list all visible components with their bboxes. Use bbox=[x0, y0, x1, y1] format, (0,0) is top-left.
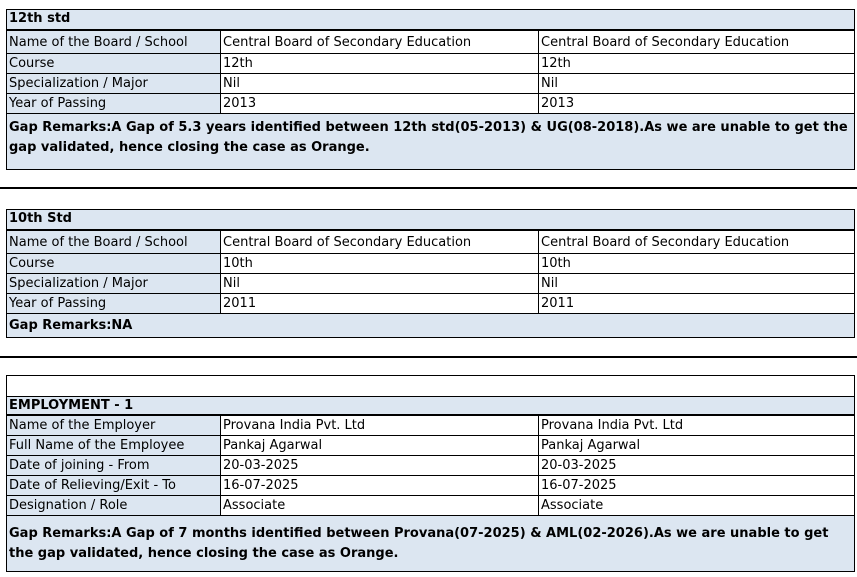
row-label: Date of Relieving/Exit - To bbox=[7, 476, 221, 495]
row-value-claimed: 2013 bbox=[221, 94, 539, 113]
table-row bbox=[6, 231, 855, 254]
row-value-verified: 2011 bbox=[541, 296, 575, 311]
row-label: Designation / Role bbox=[7, 496, 221, 515]
table-row bbox=[6, 54, 855, 74]
table-row bbox=[6, 74, 855, 94]
row-label: Name of the Board / School bbox=[7, 31, 221, 53]
row-value-claimed: 20-03-2025 bbox=[221, 456, 539, 475]
section-title-10th: 10th Std bbox=[6, 209, 855, 231]
row-value-verified: Provana India Pvt. Ltd bbox=[541, 418, 684, 433]
table-row bbox=[6, 456, 855, 476]
table-row bbox=[6, 274, 855, 294]
row-value-claimed: 2011 bbox=[221, 294, 539, 313]
table-row bbox=[6, 416, 855, 436]
row-value-claimed: Central Board of Secondary Education bbox=[221, 31, 539, 53]
row-value-verified: Pankaj Agarwal bbox=[541, 438, 641, 453]
row-value-claimed: 10th bbox=[221, 254, 539, 273]
row-value-verified: Central Board of Secondary Education bbox=[541, 35, 790, 50]
row-value-verified: Nil bbox=[541, 76, 558, 91]
row-value-verified: 10th bbox=[541, 256, 571, 271]
row-value-verified: Central Board of Secondary Education bbox=[541, 235, 790, 250]
row-value-claimed: Nil bbox=[221, 74, 539, 93]
table-row bbox=[6, 496, 855, 516]
row-label: Specialization / Major bbox=[7, 274, 221, 293]
row-value-verified: 2013 bbox=[541, 96, 575, 111]
table-row bbox=[6, 94, 855, 114]
row-value-claimed: Associate bbox=[221, 496, 539, 515]
row-label: Full Name of the Employee bbox=[7, 436, 221, 455]
row-label: Course bbox=[7, 254, 221, 273]
row-label: Course bbox=[7, 54, 221, 73]
table-row bbox=[6, 476, 855, 496]
section-divider bbox=[0, 187, 857, 189]
row-value-verified: 20-03-2025 bbox=[541, 458, 617, 473]
row-label: Name of the Board / School bbox=[7, 231, 221, 253]
empty-band bbox=[6, 375, 855, 397]
section-title-12th: 12th std bbox=[6, 9, 855, 31]
table-row bbox=[6, 31, 855, 54]
table-row bbox=[6, 436, 855, 456]
row-value-claimed: Provana India Pvt. Ltd bbox=[221, 416, 539, 435]
row-value-verified: 16-07-2025 bbox=[541, 478, 617, 493]
row-value-claimed: Nil bbox=[221, 274, 539, 293]
gap-remarks-12th: Gap Remarks:A Gap of 5.3 years identified between 12th std(05-2013) & UG(08-2018).As we are unable to get the gap validated, hence closing the case as Orange. bbox=[6, 114, 855, 170]
section-title-employment: EMPLOYMENT - 1 bbox=[6, 396, 855, 416]
row-label: Date of joining - From bbox=[7, 456, 221, 475]
row-label: Specialization / Major bbox=[7, 74, 221, 93]
gap-remarks-employment: Gap Remarks:A Gap of 7 months identified between Provana(07-2025) & AML(02-2026).As we are unable to get the gap validated, hence closing the case as Orange. bbox=[6, 516, 855, 572]
row-value-claimed: Central Board of Secondary Education bbox=[221, 231, 539, 253]
row-value-verified: Nil bbox=[541, 276, 558, 291]
row-value-verified: Associate bbox=[541, 498, 604, 513]
gap-remarks-10th: Gap Remarks:NA bbox=[6, 314, 855, 338]
row-label: Year of Passing bbox=[7, 94, 221, 113]
row-value-claimed: 16-07-2025 bbox=[221, 476, 539, 495]
table-row bbox=[6, 254, 855, 274]
row-value-claimed: Pankaj Agarwal bbox=[221, 436, 539, 455]
row-value-verified: 12th bbox=[541, 56, 571, 71]
row-label: Name of the Employer bbox=[7, 416, 221, 435]
row-label: Year of Passing bbox=[7, 294, 221, 313]
section-divider bbox=[0, 356, 857, 358]
row-value-claimed: 12th bbox=[221, 54, 539, 73]
table-row bbox=[6, 294, 855, 314]
